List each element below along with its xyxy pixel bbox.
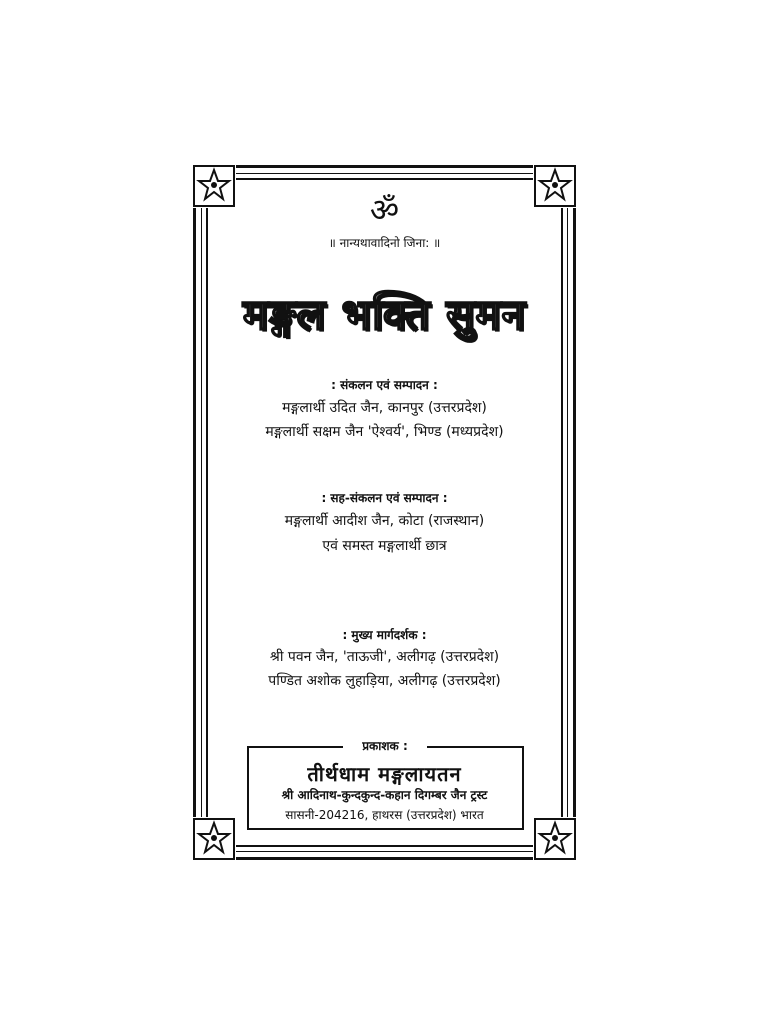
publisher-trust: श्री आदिनाथ-कुन्दकुन्द-कहान दिगम्बर जैन ट्रस्ट [281, 788, 488, 802]
guide-line: पण्डित अशोक लुहाड़िया, अलीगढ़ (उत्तरप्रदेश) [268, 673, 501, 689]
compiler-line: मङ्गलार्थी सक्षम जैन 'ऐश्वर्य', भिण्ड (मध्यप्रदेश) [265, 424, 504, 440]
publisher-address: सासनी-204216, हाथरस (उत्तरप्रदेश) भारत [285, 808, 484, 822]
corner-ornament-icon [533, 817, 577, 861]
motto: ॥ नान्यथावादिनो जिना: ॥ [328, 236, 441, 250]
co-compiler-line: एवं समस्त मङ्गलार्थी छात्र [322, 538, 447, 554]
corner-ornament-icon [192, 817, 236, 861]
om-symbol: ॐ [369, 191, 400, 229]
compilation-heading: : संकलन एवं सम्पादन : [331, 378, 438, 392]
page-title: मङ्गल भक्ति सुमन [242, 290, 527, 339]
co-compilation-heading: : सह-संकलन एवं सम्पादन : [321, 491, 448, 505]
guide-line: श्री पवन जैन, 'ताऊजी', अलीगढ़ (उत्तरप्रदेश) [269, 649, 500, 665]
guide-heading: : मुख्य मार्गदर्शक : [342, 628, 427, 642]
publisher-name: तीर्थधाम मङ्गलायतन [307, 762, 462, 786]
compiler-line: मङ्गलार्थी उदित जैन, कानपुर (उत्तरप्रदेश) [282, 400, 487, 416]
publisher-label: प्रकाशक : [343, 737, 427, 754]
co-compiler-line: मङ्गलार्थी आदीश जैन, कोटा (राजस्थान) [284, 513, 485, 529]
